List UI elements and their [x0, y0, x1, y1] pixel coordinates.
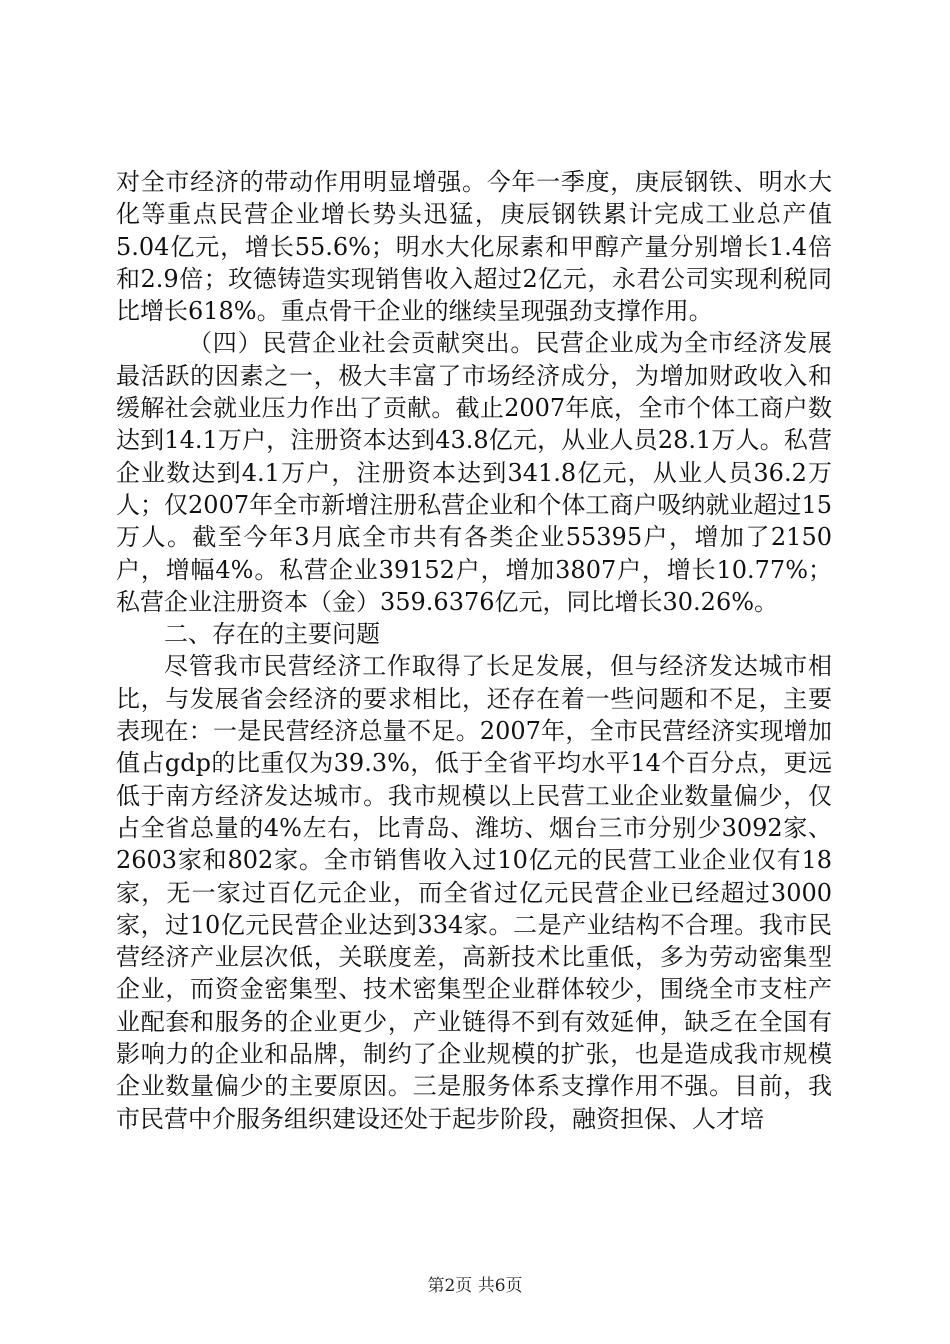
paragraph-section-four: （四）民营企业社会贡献突出。民营企业成为全市经济发展最活跃的因素之一，极大丰富了市场经济成分，为增加财政收入和缓解社会就业压力作出了贡献。截止2007年底，全市个体工商户数达到14.1万户，注册资本达到43.8亿元，从业人员28.1万人。私营企业数达到4.1万户，注册资本达到341.8亿元，从业人员36.2万人；仅2007年全市新增注册私营企业和个体工商户吸纳就业超过15万人。截至今年3月底全市共有各类企业55395户，增加了2150户，增幅4%。私营企业39152户，增加3807户，增长10.77%；私营企业注册资本（金）359.6376亿元，同比增长30.26%。 — [116, 329, 832, 616]
document-body — [116, 166, 832, 1135]
page-footer: 第2页 共6页 — [427, 1276, 523, 1296]
paragraph-continuation: 对全市经济的带动作用明显增强。今年一季度，庚辰钢铁、明水大化等重点民营企业增长势头迅猛，庚辰钢铁累计完成工业总产值5.04亿元，增长55.6%；明水大化尿素和甲醇产量分别增长1.4倍和2.9倍；玫德铸造实现销售收入超过2亿元，永君公司实现利税同比增长618%。重点骨干企业的继续呈现强劲支撑作用。 — [116, 168, 832, 326]
paragraph-main-problems: 尽管我市民营经济工作取得了长足发展，但与经济发达城市相比，与发展省会经济的要求相比，还存在着一些问题和不足，主要表现在：一是民营经济总量不足。2007年，全市民营经济实现增加值占gdp的比重仅为39.3%，低于全省平均水平14个百分点，更远低于南方经济发达城市。我市规模以上民营工业企业数量偏少，仅占全省总量的4%左右，比青岛、潍坊、烟台三市分别少3092家、2603家和802家。全市销售收入过10亿元的民营工业企业仅有18家，无一家过百亿元企业，而全省过亿元民营企业已经超过3000家，过10亿元民营企业达到334家。二是产业结构不合理。我市民营经济产业层次低，关联度差，高新技术比重低，多为劳动密集型企业，而资金密集型、技术密集型企业群体较少，围绕全市支柱产业配套和服务的企业更少，产业链得不到有效延伸，缺乏在全国有影响力的企业和品牌，制约了企业规模的扩张，也是造成我市规模企业数量偏少的主要原因。三是服务体系支撑作用不强。目前，我市民营中介服务组织建设还处于起步阶段，融资担保、人才培 — [116, 652, 832, 1133]
section-heading-main-problems: 二、存在的主要问题 — [164, 620, 380, 649]
